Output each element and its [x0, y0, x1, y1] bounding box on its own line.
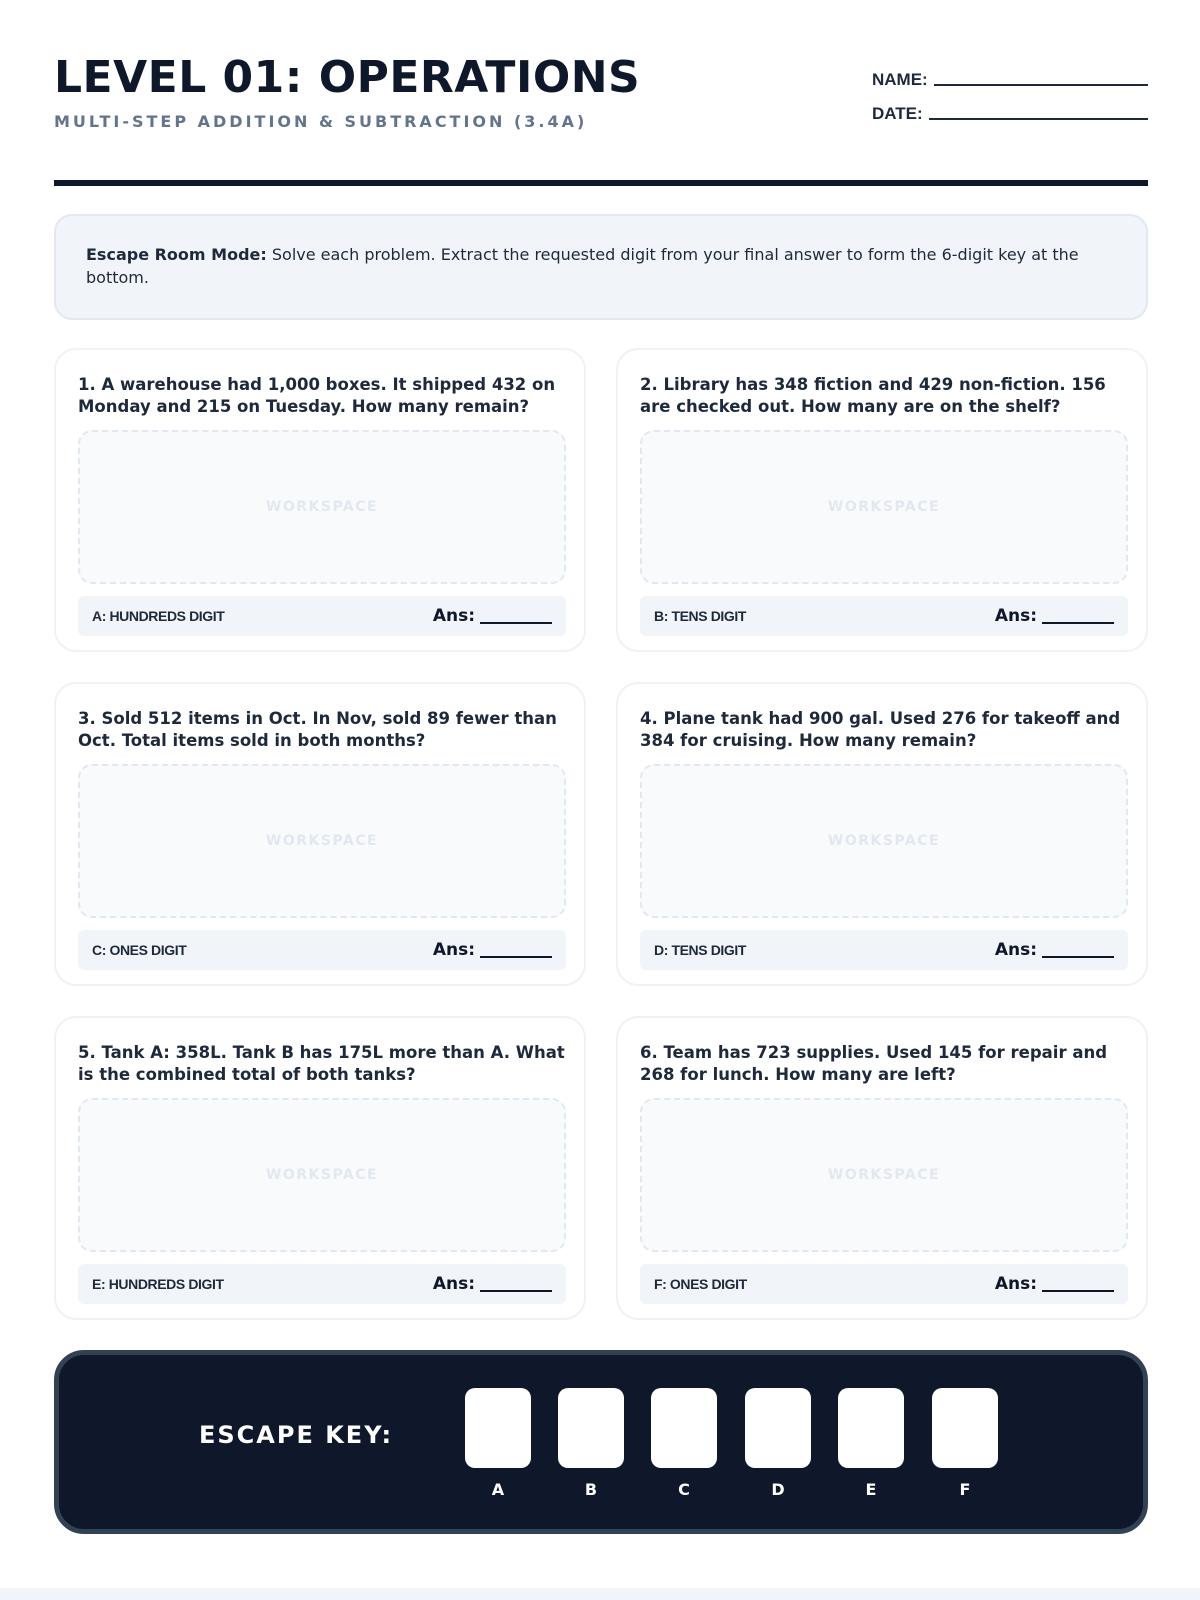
- problem-question: 4. Plane tank had 900 gal. Used 276 for takeoff and 384 for cruising. How many remain?: [640, 709, 1121, 750]
- problem-question: 5. Tank A: 358L. Tank B has 175L more than A. What is the combined total of both tanks?: [78, 1043, 565, 1084]
- date-label: DATE:: [872, 104, 923, 123]
- key-box[interactable]: [745, 1388, 811, 1468]
- problem-question: 3. Sold 512 items in Oct. In Nov, sold 89 fewer than Oct. Total items sold in both months?: [78, 709, 557, 750]
- answer-label: Ans:: [432, 940, 475, 960]
- digit-label: C: ONES DIGIT: [92, 942, 187, 958]
- name-field[interactable]: [872, 56, 1148, 90]
- answer-label: Ans:: [432, 606, 475, 626]
- problem-question: 1. A warehouse had 1,000 boxes. It shipped 432 on Monday and 215 on Tuesday. How many remain?: [78, 375, 556, 416]
- key-letter: D: [771, 1480, 785, 1499]
- escape-key-panel: [54, 1350, 1148, 1534]
- key-box[interactable]: [651, 1388, 717, 1468]
- answer-bar: [640, 1264, 1128, 1304]
- key-slot-a[interactable]: [465, 1388, 531, 1499]
- key-letter: C: [678, 1480, 690, 1499]
- worksheet-header: [54, 50, 1148, 140]
- answer-blank[interactable]: [480, 944, 552, 958]
- name-line[interactable]: [934, 70, 1148, 86]
- problem-card-6: [616, 1016, 1148, 1320]
- header-divider: [54, 180, 1148, 186]
- key-slot-d[interactable]: [745, 1388, 811, 1499]
- problem-question: 2. Library has 348 fiction and 429 non-fiction. 156 are checked out. How many are on the shelf?: [640, 375, 1106, 416]
- problem-card-2: [616, 348, 1148, 652]
- workspace-area[interactable]: [640, 1098, 1128, 1252]
- footer-strip: [0, 1588, 1200, 1600]
- answer-field[interactable]: [433, 1274, 552, 1294]
- key-letter: B: [584, 1480, 598, 1499]
- key-box[interactable]: [838, 1388, 904, 1468]
- answer-bar: [78, 930, 566, 970]
- answer-field[interactable]: [433, 940, 552, 960]
- key-slot-e[interactable]: [838, 1388, 904, 1499]
- key-slot-b[interactable]: [558, 1388, 624, 1499]
- workspace-area[interactable]: [78, 430, 566, 584]
- digit-label: D: TENS DIGIT: [654, 942, 747, 958]
- page-title: LEVEL 01: OPERATIONS: [54, 52, 641, 103]
- page-subtitle: MULTI-STEP ADDITION & SUBTRACTION (3.4A): [54, 112, 588, 131]
- digit-label: E: HUNDREDS DIGIT: [92, 1276, 224, 1292]
- workspace-area[interactable]: [640, 764, 1128, 918]
- answer-bar: [78, 1264, 566, 1304]
- problem-card-3: [54, 682, 586, 986]
- key-box[interactable]: [465, 1388, 531, 1468]
- key-box[interactable]: [932, 1388, 998, 1468]
- problem-card-4: [616, 682, 1148, 986]
- answer-label: Ans:: [994, 1274, 1037, 1294]
- key-slot-f[interactable]: [932, 1388, 998, 1499]
- workspace-area[interactable]: [78, 1098, 566, 1252]
- key-letter: F: [959, 1480, 971, 1499]
- workspace-label: WORKSPACE: [827, 1167, 941, 1183]
- student-fields: [872, 56, 1148, 124]
- name-label: NAME:: [872, 70, 928, 89]
- digit-label: F: ONES DIGIT: [654, 1276, 747, 1292]
- date-field[interactable]: [872, 90, 1148, 124]
- key-box[interactable]: [558, 1388, 624, 1468]
- workspace-area[interactable]: [78, 764, 566, 918]
- digit-label: B: TENS DIGIT: [654, 608, 747, 624]
- date-line[interactable]: [929, 104, 1148, 120]
- instructions-text: Solve each problem. Extract the requested digit from your final answer to form the 6-digit key at the bottom.: [86, 245, 1079, 287]
- answer-blank[interactable]: [480, 610, 552, 624]
- instructions-box: [54, 214, 1148, 320]
- workspace-label: WORKSPACE: [265, 1167, 379, 1183]
- answer-field[interactable]: [995, 606, 1114, 626]
- workspace-label: WORKSPACE: [827, 499, 941, 515]
- answer-blank[interactable]: [480, 1278, 552, 1292]
- answer-label: Ans:: [994, 606, 1037, 626]
- answer-field[interactable]: [995, 1274, 1114, 1294]
- workspace-area[interactable]: [640, 430, 1128, 584]
- problem-question: 6. Team has 723 supplies. Used 145 for repair and 268 for lunch. How many are left?: [640, 1043, 1108, 1084]
- answer-label: Ans:: [994, 940, 1037, 960]
- workspace-label: WORKSPACE: [827, 833, 941, 849]
- escape-key-label: ESCAPE KEY:: [199, 1421, 394, 1449]
- answer-field[interactable]: [433, 606, 552, 626]
- key-letter: A: [491, 1480, 505, 1499]
- answer-field[interactable]: [995, 940, 1114, 960]
- answer-label: Ans:: [432, 1274, 475, 1294]
- key-letter: E: [865, 1480, 877, 1499]
- instructions-lead: Escape Room Mode:: [86, 245, 267, 264]
- answer-blank[interactable]: [1042, 610, 1114, 624]
- answer-bar: [640, 930, 1128, 970]
- digit-label: A: HUNDREDS DIGIT: [92, 608, 225, 624]
- key-slot-c[interactable]: [651, 1388, 717, 1499]
- workspace-label: WORKSPACE: [265, 833, 379, 849]
- answer-blank[interactable]: [1042, 1278, 1114, 1292]
- answer-bar: [640, 596, 1128, 636]
- workspace-label: WORKSPACE: [265, 499, 379, 515]
- problem-card-1: [54, 348, 586, 652]
- answer-bar: [78, 596, 566, 636]
- answer-blank[interactable]: [1042, 944, 1114, 958]
- problem-card-5: [54, 1016, 586, 1320]
